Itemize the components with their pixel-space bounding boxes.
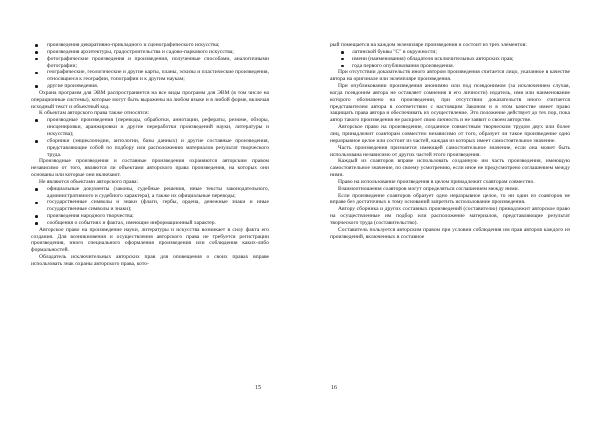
list-item: имени (наименования) обладателя исключительных авторских прав; bbox=[330, 56, 570, 63]
left-list-b bbox=[31, 117, 269, 158]
paragraph: Авторское право на произведение, созданное совместным творческим трудом двух или более лиц, принадлежит соавторам совместно независимо от того, образует ли такое произведение одно неразрывное целое или состоит из частей, каждая из которых имеет самостоятельное значение. bbox=[330, 124, 570, 144]
list-item: производные произведения (переводы, обработки, аннотации, рефераты, резюме, обзоры, инсценировки, аранжировки и другие переработки произведений науки, литературы и искусства); bbox=[31, 117, 269, 138]
page-number-right: 16 bbox=[331, 385, 337, 391]
paragraph: Обладатель исключительных авторских прав для оповещения о своих правах вправе использовать знак охраны авторского права, кото- bbox=[31, 254, 269, 267]
list-item: сборники (энциклопедии, антологии, базы данных) и другие составные произведения, представляющие собой по подбору или расположению материалов результат творческого труда. bbox=[31, 138, 269, 159]
list-item: произведения декоративно-прикладного и сценографического искусства; bbox=[31, 42, 269, 49]
left-page-text bbox=[31, 42, 269, 268]
list-item: официальные документы (законы, судебные решения, иные тексты законодательного, административного и судебного характера), а также их официальные переводы; bbox=[31, 186, 269, 200]
paragraph: Авторское право на произведение науки, литературы и искусства возникает в силу факта его создания. Для возникновения и осуществления авторского права не требуется регистрации произведения, иного специального оформления произведения или соблюдения каких-либо формальностей. bbox=[31, 226, 269, 254]
paragraph: Часть произведения признается имеющей самостоятельное значение, если она может быть использована независимо от других частей этого произведения. bbox=[330, 144, 570, 158]
paragraph: Охрана программ для ЭВМ распространяется на все виды программ для ЭВМ (в том числе на операционные системы), которые могут быть выражены на любом языке и в любой форме, включая исходный текст и объектный код. bbox=[31, 89, 269, 110]
list-item: фотографические произведения и произведения, полученные способами, аналогичными фотографии; bbox=[31, 56, 269, 70]
paragraph: Не являются объектами авторского права: bbox=[39, 178, 139, 185]
paragraph: Составитель пользуется авторским правом при условии соблюдения им прав авторов каждого из произведений, включенных в составное bbox=[330, 226, 570, 240]
paragraph: Если произведение соавторов образует одно неразрывное целое, то ни один из соавторов не вправе без достаточных к тому оснований запретить использование произведения. bbox=[330, 192, 570, 206]
paragraph: Каждый из соавторов вправе использовать созданную им часть произведения, имеющую самостоятельное значение, по своему усмотрению, если иное не предусмотрено соглашением между ними. bbox=[330, 158, 570, 179]
list-item: государственные символы и знаки (флаги, гербы, ордена, денежные знаки и иные государственные символы и знаки); bbox=[31, 199, 269, 213]
right-page bbox=[300, 0, 600, 424]
list-item: географические, геологические и другие карты, планы, эскизы и пластические произведения, относящиеся к географии, топографии и к другим наукам; bbox=[31, 69, 269, 83]
list-item: года первого опубликования произведения. bbox=[330, 63, 570, 70]
paragraph: При опубликовании произведения анонимно или под псевдонимом (за исключением случая, когда псевдоним автора не оставляет сомнения в его личности) издатель, имя или наименование которого обозначено на произведении, при отсутствии доказательств иного считается представителем автора в соответствии с настоящим Законом и в этом качестве имеет право защищать права автора и обеспечивать их осуществление. Это положение действует до тех пор, пока автор такого произведения не раскроет свою личность и не заявит о своем авторстве. bbox=[330, 83, 570, 124]
paragraph: Автору сборника и других составных произведений (составителю) принадлежит авторское право на осуществленные им подбор или расположение материалов, представляющие результат творческого труда (составительство). bbox=[330, 206, 570, 226]
page-number-left: 15 bbox=[255, 385, 261, 391]
right-list-a bbox=[330, 49, 570, 70]
list-item: произведения народного творчества; bbox=[31, 213, 269, 220]
right-page-text bbox=[330, 42, 570, 240]
list-item: сообщения о событиях и фактах, имеющие информационный характер. bbox=[31, 220, 269, 227]
paragraph: Производные произведения и составные произведения охраняются авторским правом независимо от того, являются ли объектами авторского права произведения, на которых они основаны или которые они включают. bbox=[31, 158, 269, 179]
list-item: произведения архитектуры, градостроительства и садово-паркового искусства; bbox=[31, 49, 269, 56]
paragraph: К объектам авторского права также относятся: bbox=[39, 110, 150, 117]
paragraph: рый помещается на каждом экземпляре произведения и состоит из трех элементов: bbox=[330, 42, 527, 48]
left-list-a bbox=[31, 42, 269, 90]
left-list-c bbox=[31, 186, 269, 227]
list-item: другие произведения. bbox=[31, 83, 269, 90]
paragraph: При отсутствии доказательств иного автором произведения считается лицо, указанное в качестве автора на оригинале или экземпляре произведения. bbox=[330, 69, 570, 83]
list-item: латинской буквы "С" в окружности; bbox=[330, 49, 570, 56]
paragraph: Взаимоотношения соавторов могут определяться соглашением между ними. bbox=[338, 185, 520, 192]
paragraph: Право на использование произведения в целом принадлежит соавторам совместно. bbox=[338, 178, 535, 185]
